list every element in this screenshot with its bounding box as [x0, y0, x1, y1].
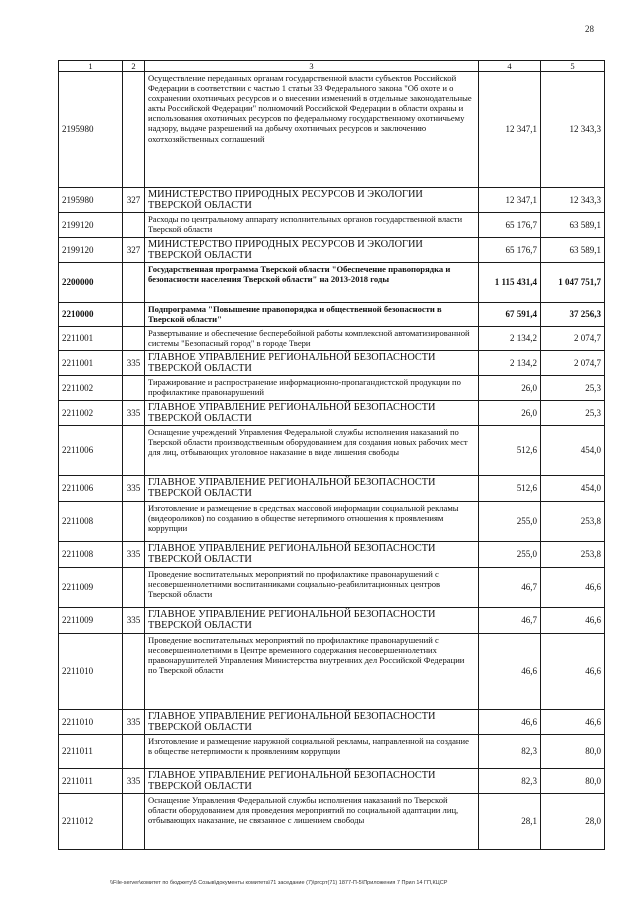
row-name-cell: Государственная программа Тверской области "Обеспечение правопорядка и безопасности населения Тверской области" на 2013-2018 годы: [145, 263, 479, 303]
table-row: [59, 634, 605, 710]
row-section-cell: [123, 794, 145, 850]
row-code-cell: 2211011: [59, 735, 123, 769]
table-row: [59, 426, 605, 476]
row-value-col4-cell: 2 134,2: [479, 327, 541, 351]
row-value-col4-cell: 28,1: [479, 794, 541, 850]
row-name-cell: Изготовление и размещение в средствах массовой информации социальной рекламы (видеороликов) по созданию в обществе нетерпимого отношения к проявлениям коррупции: [145, 502, 479, 542]
table-row: [59, 72, 605, 188]
row-code-cell: 2211009: [59, 568, 123, 608]
row-value-col4-cell: 255,0: [479, 502, 541, 542]
row-code-cell: 2195980: [59, 72, 123, 188]
table-header-row: [59, 61, 605, 72]
row-value-col4-cell: 12 347,1: [479, 188, 541, 213]
row-name-cell: ГЛАВНОЕ УПРАВЛЕНИЕ РЕГИОНАЛЬНОЙ БЕЗОПАСНОСТИ ТВЕРСКОЙ ОБЛАСТИ: [145, 476, 479, 502]
row-value-col5-cell: 12 343,3: [541, 188, 605, 213]
row-value-col4-cell: 46,7: [479, 608, 541, 634]
page-number: 28: [585, 24, 594, 34]
row-value-col4-cell: 512,6: [479, 476, 541, 502]
row-name-cell: ГЛАВНОЕ УПРАВЛЕНИЕ РЕГИОНАЛЬНОЙ БЕЗОПАСНОСТИ ТВЕРСКОЙ ОБЛАСТИ: [145, 542, 479, 568]
row-value-col4-cell: 512,6: [479, 426, 541, 476]
row-name-cell: ГЛАВНОЕ УПРАВЛЕНИЕ РЕГИОНАЛЬНОЙ БЕЗОПАСНОСТИ ТВЕРСКОЙ ОБЛАСТИ: [145, 710, 479, 735]
budget-table: [58, 60, 605, 850]
table-row: [59, 327, 605, 351]
column-header: 2: [123, 61, 145, 72]
row-section-cell: [123, 327, 145, 351]
row-section-cell: 327: [123, 188, 145, 213]
row-value-col5-cell: 454,0: [541, 426, 605, 476]
row-code-cell: 2211001: [59, 327, 123, 351]
row-section-cell: [123, 213, 145, 238]
row-code-cell: 2211010: [59, 634, 123, 710]
row-value-col5-cell: 46,6: [541, 608, 605, 634]
row-name-cell: ГЛАВНОЕ УПРАВЛЕНИЕ РЕГИОНАЛЬНОЙ БЕЗОПАСНОСТИ ТВЕРСКОЙ ОБЛАСТИ: [145, 351, 479, 376]
row-value-col5-cell: 253,8: [541, 542, 605, 568]
row-value-col5-cell: 1 047 751,7: [541, 263, 605, 303]
table-row: [59, 794, 605, 850]
row-code-cell: 2211001: [59, 351, 123, 376]
row-code-cell: 2199120: [59, 213, 123, 238]
column-header: 4: [479, 61, 541, 72]
row-value-col5-cell: 253,8: [541, 502, 605, 542]
row-section-cell: 335: [123, 542, 145, 568]
table-row: [59, 502, 605, 542]
table-body: [59, 72, 605, 850]
row-value-col5-cell: 2 074,7: [541, 327, 605, 351]
row-section-cell: 335: [123, 608, 145, 634]
row-name-cell: Развертывание и обеспечение бесперебойной работы комплексной автоматизированной системы "Безопасный город" в городе Твери: [145, 327, 479, 351]
row-value-col5-cell: 25,3: [541, 401, 605, 426]
table-row: [59, 542, 605, 568]
table-row: [59, 710, 605, 735]
row-value-col5-cell: 63 589,1: [541, 213, 605, 238]
row-value-col4-cell: 46,7: [479, 568, 541, 608]
row-value-col4-cell: 1 115 431,4: [479, 263, 541, 303]
table-row: [59, 188, 605, 213]
row-value-col4-cell: 46,6: [479, 634, 541, 710]
row-value-col5-cell: 46,6: [541, 634, 605, 710]
row-value-col4-cell: 12 347,1: [479, 72, 541, 188]
table-row: [59, 351, 605, 376]
row-code-cell: 2211011: [59, 769, 123, 794]
row-name-cell: Проведение воспитательных мероприятий по профилактике правонарушений с несовершеннолетними в Центре временного содержания несовершеннолетних правонарушителей Управления Министерства внутренних дел Российской Федерации по Тверской области: [145, 634, 479, 710]
row-value-col5-cell: 80,0: [541, 735, 605, 769]
footer-file-path: \\File-server\комитет по бюджету\5 Созыв\документы комитета\71 заседание (7)\ргсрт(71) 1877-П-5\Приложения 7 Прил 14 ГП,КЦСР: [110, 880, 448, 886]
row-code-cell: 2211006: [59, 476, 123, 502]
row-value-col4-cell: 2 134,2: [479, 351, 541, 376]
row-name-cell: ГЛАВНОЕ УПРАВЛЕНИЕ РЕГИОНАЛЬНОЙ БЕЗОПАСНОСТИ ТВЕРСКОЙ ОБЛАСТИ: [145, 769, 479, 794]
table-row: [59, 376, 605, 401]
row-code-cell: 2211012: [59, 794, 123, 850]
column-header: 1: [59, 61, 123, 72]
row-name-cell: Подпрограмма "Повышение правопорядка и общественной безопасности в Тверской области": [145, 303, 479, 327]
table-row: [59, 263, 605, 303]
table-row: [59, 735, 605, 769]
row-section-cell: 335: [123, 401, 145, 426]
row-code-cell: 2200000: [59, 263, 123, 303]
row-section-cell: [123, 263, 145, 303]
row-code-cell: 2211010: [59, 710, 123, 735]
row-section-cell: [123, 72, 145, 188]
table-row: [59, 303, 605, 327]
row-name-cell: МИНИСТЕРСТВО ПРИРОДНЫХ РЕСУРСОВ И ЭКОЛОГИИ ТВЕРСКОЙ ОБЛАСТИ: [145, 238, 479, 263]
table-row: [59, 769, 605, 794]
row-name-cell: ГЛАВНОЕ УПРАВЛЕНИЕ РЕГИОНАЛЬНОЙ БЕЗОПАСНОСТИ ТВЕРСКОЙ ОБЛАСТИ: [145, 401, 479, 426]
row-section-cell: 335: [123, 769, 145, 794]
row-code-cell: 2210000: [59, 303, 123, 327]
table-row: [59, 238, 605, 263]
row-code-cell: 2211008: [59, 542, 123, 568]
row-value-col5-cell: 37 256,3: [541, 303, 605, 327]
row-name-cell: Оснащение учреждений Управления Федеральной службы исполнения наказаний по Тверской области производственным оборудованием для создания новых рабочих мест для лиц, отбывающих уголовное наказание в виде лишения свободы: [145, 426, 479, 476]
row-name-cell: Тиражирование и распространение информационно-пропагандистской продукции по профилактике правонарушений: [145, 376, 479, 401]
table-row: [59, 568, 605, 608]
table-row: [59, 476, 605, 502]
row-name-cell: Проведение воспитательных мероприятий по профилактике правонарушений с несовершеннолетними воспитанниками социально-реабилитационных центров Тверской области: [145, 568, 479, 608]
row-code-cell: 2195980: [59, 188, 123, 213]
row-section-cell: [123, 376, 145, 401]
row-code-cell: 2211006: [59, 426, 123, 476]
row-section-cell: [123, 502, 145, 542]
row-section-cell: [123, 568, 145, 608]
row-name-cell: Осуществление переданных органам государственной власти субъектов Российской Федерации в соответствии с частью 1 статьи 33 Федерального закона "Об охоте и о сохранении охотничьих ресурсов и о внесении изменений в отдельные законодательные акты Российской Федерации" полномочий Российской Федерации в области охраны и использования охотничьих ресурсов по федеральному государственному охотничьему надзору, выдаче разрешений на добычу охотничьих ресурсов и заключению охотхозяйственных соглашений: [145, 72, 479, 188]
column-header: 3: [145, 61, 479, 72]
row-code-cell: 2211002: [59, 401, 123, 426]
row-name-cell: ГЛАВНОЕ УПРАВЛЕНИЕ РЕГИОНАЛЬНОЙ БЕЗОПАСНОСТИ ТВЕРСКОЙ ОБЛАСТИ: [145, 608, 479, 634]
row-value-col5-cell: 80,0: [541, 769, 605, 794]
row-section-cell: 335: [123, 351, 145, 376]
row-code-cell: 2211002: [59, 376, 123, 401]
row-section-cell: 335: [123, 476, 145, 502]
row-value-col5-cell: 12 343,3: [541, 72, 605, 188]
table-row: [59, 213, 605, 238]
row-value-col5-cell: 2 074,7: [541, 351, 605, 376]
row-value-col4-cell: 82,3: [479, 735, 541, 769]
row-section-cell: [123, 735, 145, 769]
row-section-cell: 335: [123, 710, 145, 735]
column-header: 5: [541, 61, 605, 72]
row-code-cell: 2211009: [59, 608, 123, 634]
row-value-col4-cell: 65 176,7: [479, 238, 541, 263]
row-code-cell: 2199120: [59, 238, 123, 263]
row-value-col4-cell: 67 591,4: [479, 303, 541, 327]
row-section-cell: 327: [123, 238, 145, 263]
row-name-cell: Расходы по центральному аппарату исполнительных органов государственной власти Тверской области: [145, 213, 479, 238]
row-value-col4-cell: 65 176,7: [479, 213, 541, 238]
row-value-col4-cell: 26,0: [479, 401, 541, 426]
row-section-cell: [123, 634, 145, 710]
row-value-col5-cell: 454,0: [541, 476, 605, 502]
row-name-cell: МИНИСТЕРСТВО ПРИРОДНЫХ РЕСУРСОВ И ЭКОЛОГИИ ТВЕРСКОЙ ОБЛАСТИ: [145, 188, 479, 213]
row-value-col5-cell: 25,3: [541, 376, 605, 401]
row-value-col5-cell: 46,6: [541, 710, 605, 735]
table-row: [59, 401, 605, 426]
row-name-cell: Оснащение Управления Федеральной службы исполнения наказаний по Тверской области оборудованием для проведения мероприятий по социальной адаптации лиц, отбывающих наказание, не связанное с лишением свободы: [145, 794, 479, 850]
row-value-col5-cell: 28,0: [541, 794, 605, 850]
row-section-cell: [123, 303, 145, 327]
row-code-cell: 2211008: [59, 502, 123, 542]
row-value-col4-cell: 46,6: [479, 710, 541, 735]
row-value-col5-cell: 63 589,1: [541, 238, 605, 263]
row-value-col4-cell: 26,0: [479, 376, 541, 401]
row-name-cell: Изготовление и размещение наружной социальной рекламы, направленной на создание в обществе нетерпимости к проявлениям коррупции: [145, 735, 479, 769]
table-row: [59, 608, 605, 634]
row-section-cell: [123, 426, 145, 476]
row-value-col5-cell: 46,6: [541, 568, 605, 608]
row-value-col4-cell: 82,3: [479, 769, 541, 794]
row-value-col4-cell: 255,0: [479, 542, 541, 568]
